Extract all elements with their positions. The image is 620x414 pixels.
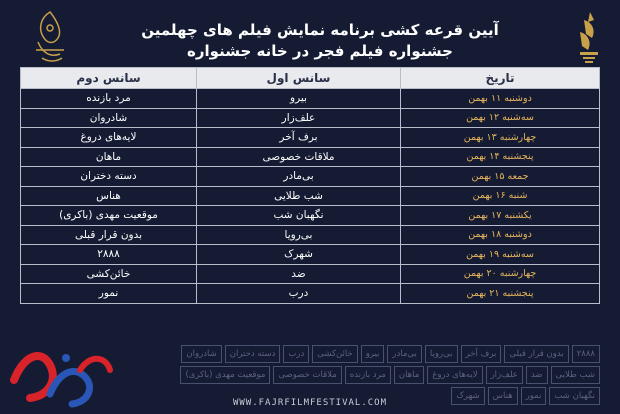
film-chip: شادروان	[181, 345, 221, 363]
column-header-second-show: سانس دوم	[21, 68, 197, 89]
film-chip: نمور	[521, 387, 547, 405]
date-cell: دوشنبه ۱۱ بهمن	[401, 89, 600, 109]
film-chip: لایه‌های دروغ	[427, 366, 482, 384]
table-row	[21, 284, 600, 304]
first-show-cell: ضد	[197, 264, 401, 284]
date-cell: سه‌شنبه ۱۲ بهمن	[401, 108, 600, 128]
second-show-cell: هناس	[21, 186, 197, 206]
film-title-chips	[130, 345, 600, 405]
second-show-cell: ماهان	[21, 147, 197, 167]
simorgh-logo-icon	[574, 10, 604, 66]
festival-emblem-icon	[28, 8, 72, 66]
second-show-cell: خائن‌کشی	[21, 264, 197, 284]
table-row	[21, 128, 600, 148]
film-chip: شب طلایی	[551, 366, 600, 384]
film-chip: شهرک	[451, 387, 484, 405]
second-show-cell: ۲۸۸۸	[21, 245, 197, 265]
table-row	[21, 206, 600, 226]
first-show-cell: درب	[197, 284, 401, 304]
film-chip: علف‌زار	[486, 366, 523, 384]
table-row	[21, 108, 600, 128]
film-chip: مرد بازنده	[345, 366, 391, 384]
date-cell: دوشنبه ۱۸ بهمن	[401, 225, 600, 245]
table-row	[21, 245, 600, 265]
table-row	[21, 225, 600, 245]
film-chip: نگهبان شب	[549, 387, 600, 405]
second-show-cell: مرد بازنده	[21, 89, 197, 109]
film-chip: بی‌مادر	[387, 345, 421, 363]
date-cell: پنجشنبه ۲۱ بهمن	[401, 284, 600, 304]
film-chip: موقعیت مهدی (باکری)	[180, 366, 270, 384]
film-chip: بی‌رویا	[425, 345, 458, 363]
table-row	[21, 186, 600, 206]
title-line-2: جشنواره فیلم فجر در خانه جشنواره	[187, 42, 453, 60]
second-show-cell: دسته دختران	[21, 167, 197, 187]
date-cell: چهارشنبه ۲۰ بهمن	[401, 264, 600, 284]
first-show-cell: شب طلایی	[197, 186, 401, 206]
film-chip: ۲۸۸۸	[572, 345, 600, 363]
second-show-cell: بدون قرار قبلی	[21, 225, 197, 245]
film-chip: درب	[283, 345, 309, 363]
first-show-cell: شهرک	[197, 245, 401, 265]
date-cell: سه‌شنبه ۱۹ بهمن	[401, 245, 600, 265]
first-show-cell: نگهبان شب	[197, 206, 401, 226]
second-show-cell: نمور	[21, 284, 197, 304]
table-row	[21, 264, 600, 284]
schedule-table	[20, 67, 600, 304]
first-show-cell: بی‌مادر	[197, 167, 401, 187]
date-cell: شنبه ۱۶ بهمن	[401, 186, 600, 206]
date-cell: چهارشنبه ۱۳ بهمن	[401, 128, 600, 148]
first-show-cell: ملاقات خصوصی	[197, 147, 401, 167]
column-header-date: تاریخ	[401, 68, 600, 89]
film-chip: خائن‌کشی	[312, 345, 357, 363]
film-chip: بدون قرار قبلی	[504, 345, 568, 363]
first-show-cell: علف‌زار	[197, 108, 401, 128]
date-cell: جمعه ۱۵ بهمن	[401, 167, 600, 187]
second-show-cell: لایه‌های دروغ	[21, 128, 197, 148]
table-row	[21, 167, 600, 187]
first-show-cell: بیرو	[197, 89, 401, 109]
title-line-1: آیین قرعه کشی برنامه نمایش فیلم های چهلمین	[141, 21, 499, 39]
column-header-first-show: سانس اول	[197, 68, 401, 89]
date-cell: یکشنبه ۱۷ بهمن	[401, 206, 600, 226]
film-chip: برف آخر	[461, 345, 502, 363]
date-cell: پنجشنبه ۱۴ بهمن	[401, 147, 600, 167]
second-show-cell: شادروان	[21, 108, 197, 128]
first-show-cell: برف آخر	[197, 128, 401, 148]
film-chip: ماهان	[394, 366, 424, 384]
footer-url: WWW.FAJRFILMFESTIVAL.COM	[232, 398, 388, 408]
film-chip: ملاقات خصوصی	[273, 366, 341, 384]
film-chip: هناس	[488, 387, 518, 405]
page-title	[90, 20, 550, 62]
film-chip: ضد	[526, 366, 548, 384]
film-chip: دسته دختران	[225, 345, 281, 363]
table-row	[21, 89, 600, 109]
table-row	[21, 147, 600, 167]
first-show-cell: بی‌رویا	[197, 225, 401, 245]
table-header-row	[21, 68, 600, 89]
second-show-cell: موقعیت مهدی (باکری)	[21, 206, 197, 226]
film-chip: بیرو	[361, 345, 385, 363]
